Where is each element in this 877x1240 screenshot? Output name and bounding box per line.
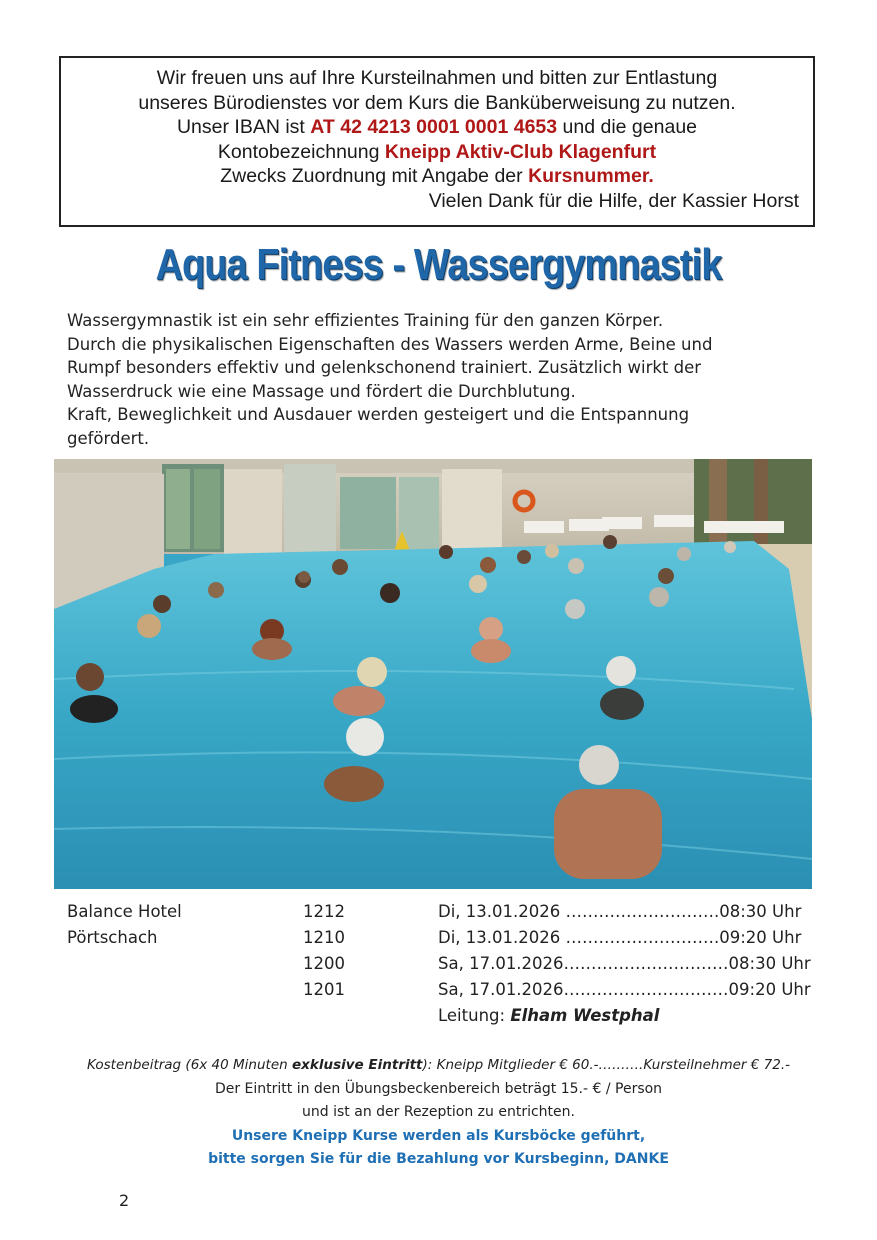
schedule-leader-dots: ………………………… [563, 954, 729, 973]
leader-row [67, 1006, 827, 1032]
account-label: Kontobezeichnung [217, 140, 385, 163]
notice-line-4 [61, 140, 813, 165]
intro-line: Durch die physikalischen Eigenschaften des Wassers werden Arme, Beine und [67, 334, 713, 354]
schedule-date-time [438, 928, 801, 947]
payment-reminder-line-2: bitte sorgen Sie für die Bezahlung vor Kursbeginn, DANKE [208, 1151, 669, 1167]
reception-line: und ist an der Rezeption zu entrichten. [302, 1104, 575, 1120]
cost-line [0, 1054, 877, 1078]
schedule-location: Balance Hotel [67, 902, 182, 921]
leader-line [438, 1006, 659, 1025]
notice-line-1: Wir freuen uns auf Ihre Kursteilnahmen und bitten zur Entlastung [156, 67, 718, 89]
cost-prefix: Kostenbeitrag (6x 40 Minuten [87, 1057, 292, 1073]
schedule-course-number: 1210 [303, 928, 345, 947]
schedule-date-time [438, 954, 811, 973]
account-name: Kneipp Aktiv-Club Klagenfurt [384, 140, 657, 163]
entry-fee-line: Der Eintritt in den Übungsbeckenbereich beträgt 15.- € / Person [214, 1080, 663, 1097]
schedule-time: 08:30 Uhr [728, 954, 811, 973]
leader-name: Elham Westphal [510, 1006, 660, 1025]
schedule-leader-dots: ………………………. [565, 902, 720, 921]
reference-label: Zwecks Zuordnung mit Angabe der [220, 165, 529, 187]
notice-line-5 [61, 164, 813, 189]
intro-paragraph [67, 309, 807, 450]
payment-notice-box [59, 56, 815, 227]
schedule-leader-dots: ………………………… [563, 980, 729, 999]
page-number: 2 [119, 1191, 130, 1210]
schedule-course-number: 1200 [303, 954, 345, 973]
intro-line: Wasserdruck wie eine Massage und fördert die Durchblutung. [67, 381, 576, 401]
schedule-row [67, 928, 827, 954]
schedule-time: 09:20 Uhr [719, 928, 802, 947]
leader-label: Leitung: [438, 1006, 511, 1025]
pool-photo [54, 459, 812, 889]
cost-exclusive: exklusive Eintritt [292, 1057, 423, 1073]
iban-value: AT 42 4213 0001 0001 4653 [310, 116, 558, 138]
intro-line: Rumpf besonders effektiv und gelenkschonend trainiert. Zusätzlich wirkt der [67, 358, 702, 377]
schedule-day: Sa, 17.01.2026 [438, 980, 564, 999]
course-schedule [67, 902, 827, 1032]
fees-section [0, 1054, 877, 1172]
intro-line: Kraft, Beweglichkeit und Ausdauer werden gesteigert und die Entspannung [67, 405, 690, 424]
page-title: Aqua Fitness - Wassergymnastik [155, 240, 722, 289]
notice-line-6: Vielen Dank für die Hilfe, der Kassier Horst [428, 189, 799, 212]
schedule-course-number: 1212 [303, 902, 345, 921]
schedule-location: Pörtschach [67, 928, 158, 947]
schedule-date-time [438, 980, 811, 999]
schedule-date-time [438, 902, 801, 921]
intro-line: Wassergymnastik ist ein sehr effizientes Training für den ganzen Körper. [67, 311, 664, 330]
schedule-day: Sa, 17.01.2026 [438, 954, 564, 973]
intro-line: gefördert. [67, 428, 150, 448]
schedule-row [67, 980, 827, 1006]
cost-suffix: ): Kneipp Mitglieder € 60.-……….Kursteilnehmer € 72.- [422, 1057, 790, 1073]
schedule-day: Di, 13.01.2026 [438, 928, 566, 947]
iban-label: Unser IBAN ist [176, 116, 311, 138]
schedule-leader-dots: ………………………. [565, 928, 720, 947]
notice-line-2: unseres Bürodienstes vor dem Kurs die Banküberweisung zu nutzen. [138, 91, 736, 114]
iban-suffix: und die genaue [557, 116, 698, 138]
schedule-time: 09:20 Uhr [728, 980, 811, 999]
payment-reminder-line-1: Unsere Kneipp Kurse werden als Kursböcke geführt, [231, 1127, 646, 1144]
schedule-time: 08:30 Uhr [719, 902, 802, 921]
schedule-row [67, 902, 827, 928]
schedule-row [67, 954, 827, 980]
schedule-day: Di, 13.01.2026 [438, 902, 566, 921]
notice-line-3 [61, 115, 813, 140]
schedule-course-number: 1201 [303, 980, 345, 999]
course-number-label: Kursnummer. [528, 165, 654, 187]
